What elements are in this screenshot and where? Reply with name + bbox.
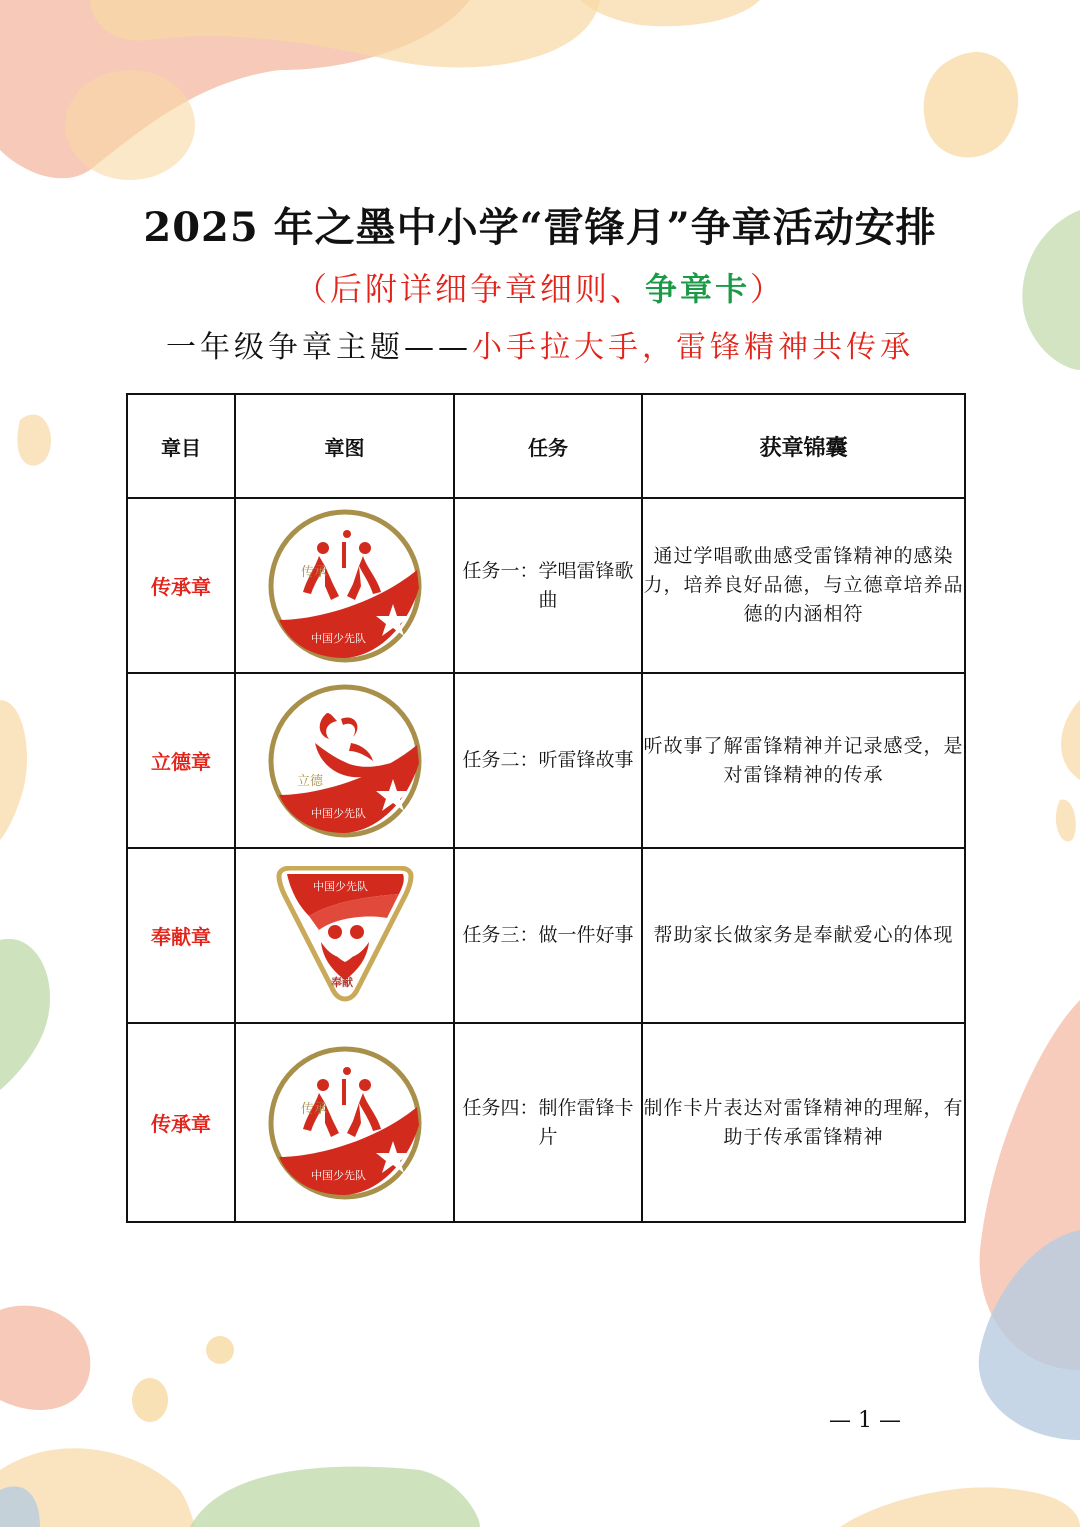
badge-name: 传承章 [127, 498, 235, 673]
task-text: 任务二：听雷锋故事 [454, 673, 642, 848]
table-row [127, 498, 965, 673]
badge-org-text: 中国少先队 [310, 1168, 366, 1182]
badge-text: 传承 [300, 1101, 327, 1117]
theme-highlight: 小手拉大手，雷锋精神共传承 [472, 330, 914, 365]
theme-prefix: 一年级争章主题—— [166, 330, 472, 365]
lide-badge-icon [267, 683, 423, 839]
badge-name: 奉献章 [127, 848, 235, 1023]
task-text: 任务四：制作雷锋卡片 [454, 1023, 642, 1222]
badge-activity-table [126, 393, 966, 1223]
reward-text: 通过学唱歌曲感受雷锋精神的感染力，培养良好品德，与立德章培养品德的内涵相符 [642, 498, 965, 673]
header-badge-image: 章图 [235, 394, 454, 498]
badge-text: 奉献 [330, 975, 353, 989]
subtitle-text-close: ） [750, 270, 786, 308]
chuancheng-badge-icon [267, 1045, 423, 1201]
badge-text: 立德 [296, 773, 323, 789]
badge-org-text: 中国少先队 [312, 879, 368, 893]
task-text: 任务三：做一件好事 [454, 848, 642, 1023]
page-number: — 1 — [829, 1408, 901, 1433]
fengxian-badge-icon [265, 866, 425, 1006]
badge-name: 传承章 [127, 1023, 235, 1222]
badge-image-cell [235, 673, 454, 848]
header-reward-tips: 获章锦囊 [642, 394, 965, 498]
table-row [127, 673, 965, 848]
header-task: 任务 [454, 394, 642, 498]
badge-org-text: 中国少先队 [310, 806, 366, 820]
reward-text: 听故事了解雷锋精神并记录感受，是对雷锋精神的传承 [642, 673, 965, 848]
subtitle-badge-card-link: 争章卡 [644, 270, 750, 308]
badge-image-cell [235, 1023, 454, 1222]
badge-name: 立德章 [127, 673, 235, 848]
badge-image-cell [235, 848, 454, 1023]
badge-org-text: 中国少先队 [310, 631, 366, 645]
subtitle-text-open: （后附详细争章细则、 [294, 270, 645, 308]
chuancheng-badge-icon [267, 508, 423, 664]
table-header-row [127, 394, 965, 498]
page-title: 2025 年之墨中小学“雷锋月”争章活动安排 [143, 204, 937, 251]
table-row [127, 1023, 965, 1222]
badge-image-cell [235, 498, 454, 673]
grade-theme [0, 322, 1080, 366]
task-text: 任务一：学唱雷锋歌曲 [454, 498, 642, 673]
subtitle [0, 264, 1080, 310]
table-row [127, 848, 965, 1023]
reward-text: 帮助家长做家务是奉献爱心的体现 [642, 848, 965, 1023]
header-badge-name: 章目 [127, 394, 235, 498]
badge-text: 传承 [300, 564, 327, 580]
reward-text: 制作卡片表达对雷锋精神的理解，有助于传承雷锋精神 [642, 1023, 965, 1222]
